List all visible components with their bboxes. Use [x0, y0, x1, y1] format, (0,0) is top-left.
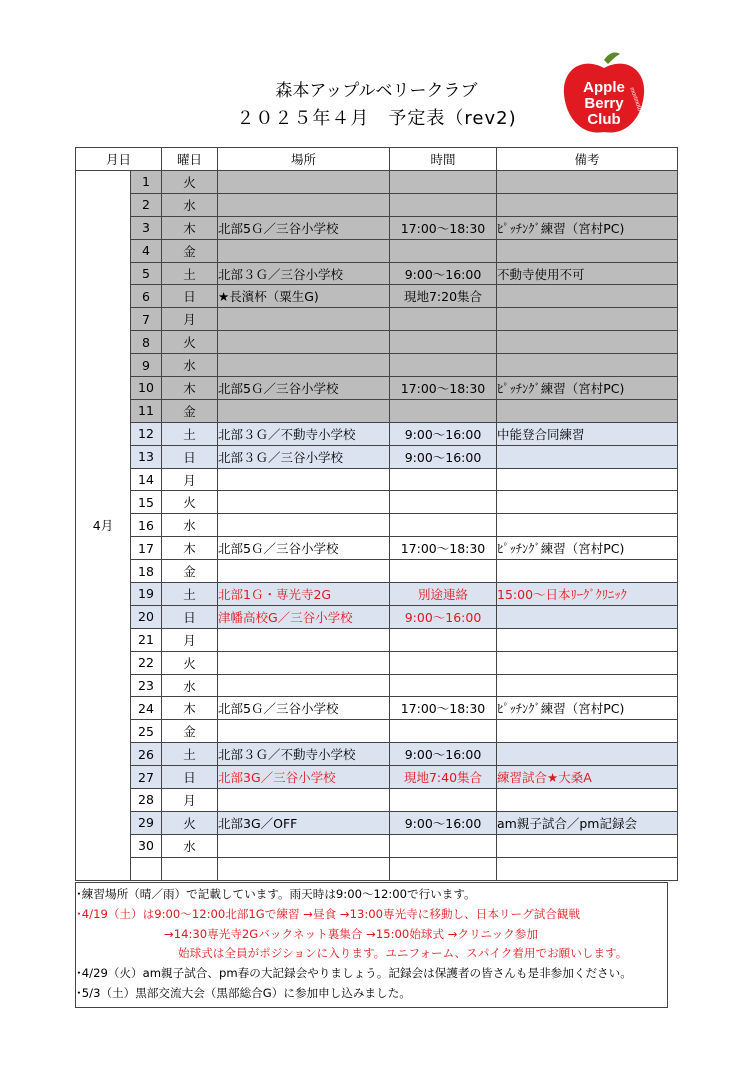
time-cell: 17:00～18:30: [390, 537, 497, 560]
day-cell: 22: [131, 651, 162, 674]
table-row: [76, 811, 678, 834]
note-cell: 中能登合同練習: [497, 422, 678, 445]
day-cell: 14: [131, 468, 162, 491]
note-line: 始球式は全員がポジションに入ります。ユニフォーム、スパイク着用でお願いします。: [178, 946, 628, 961]
place-cell: [218, 560, 390, 583]
weekday-cell: 土: [162, 583, 218, 606]
day-cell: 1: [131, 171, 162, 194]
time-cell: [390, 514, 497, 537]
time-cell: 現地7:20集合: [390, 285, 497, 308]
place-cell: [218, 514, 390, 537]
time-cell: 17:00～18:30: [390, 697, 497, 720]
weekday-cell: 月: [162, 628, 218, 651]
place-cell: 北部5Ｇ／三谷小学校: [218, 216, 390, 239]
time-cell: 17:00～18:30: [390, 377, 497, 400]
logo-text-morimoto: morimoto: [628, 86, 643, 113]
place-cell: 北部３Ｇ／不動寺小学校: [218, 422, 390, 445]
schedule-title: ２０２５年４月 予定表（rev2): [236, 108, 517, 129]
day-cell: 2: [131, 193, 162, 216]
weekday-cell: 月: [162, 308, 218, 331]
weekday-cell: 水: [162, 354, 218, 377]
table-row: [76, 720, 678, 743]
note-cell: [497, 857, 678, 880]
note-line: ･4/29（火）am親子試合、pm春の大記録会やりましょう。記録会は保護者の皆さんも是非参加ください。: [76, 966, 632, 981]
table-row: [76, 834, 678, 857]
table-row: [76, 789, 678, 812]
day-cell: 7: [131, 308, 162, 331]
weekday-cell: 火: [162, 171, 218, 194]
day-cell: 16: [131, 514, 162, 537]
table-row: [76, 491, 678, 514]
weekday-cell: [162, 857, 218, 880]
place-cell: 北部3G／三谷小学校: [218, 766, 390, 789]
note-cell: 練習試合★大桑A: [497, 766, 678, 789]
place-cell: [218, 239, 390, 262]
weekday-cell: 日: [162, 445, 218, 468]
schedule-table: [75, 147, 678, 881]
weekday-cell: 水: [162, 834, 218, 857]
time-cell: 9:00～16:00: [390, 811, 497, 834]
note-cell: [497, 560, 678, 583]
weekday-cell: 月: [162, 468, 218, 491]
place-cell: [218, 628, 390, 651]
table-row: [76, 605, 678, 628]
table-row: [76, 422, 678, 445]
place-cell: [218, 491, 390, 514]
place-cell: [218, 331, 390, 354]
day-cell: 18: [131, 560, 162, 583]
time-cell: [390, 628, 497, 651]
place-cell: [218, 354, 390, 377]
time-cell: [390, 354, 497, 377]
table-row: [76, 262, 678, 285]
day-cell: 24: [131, 697, 162, 720]
header-time: 時間: [390, 148, 497, 171]
place-cell: [218, 789, 390, 812]
time-cell: 9:00～16:00: [390, 743, 497, 766]
place-cell: 津幡高校G／三谷小学校: [218, 605, 390, 628]
day-cell: 13: [131, 445, 162, 468]
time-cell: [390, 834, 497, 857]
table-row: [76, 377, 678, 400]
header-weekday: 曜日: [162, 148, 218, 171]
logo-text-berry: Berry: [584, 95, 624, 112]
logo-text-club: Club: [587, 111, 621, 128]
weekday-cell: 水: [162, 193, 218, 216]
day-cell: 25: [131, 720, 162, 743]
table-row: [76, 331, 678, 354]
table-row: [76, 697, 678, 720]
table-row: [76, 651, 678, 674]
time-cell: 9:00～16:00: [390, 262, 497, 285]
day-cell: 12: [131, 422, 162, 445]
time-cell: [390, 651, 497, 674]
weekday-cell: 火: [162, 651, 218, 674]
note-cell: am親子試合／pm記録会: [497, 811, 678, 834]
day-cell: 11: [131, 399, 162, 422]
time-cell: [390, 491, 497, 514]
time-cell: [390, 468, 497, 491]
day-cell: 28: [131, 789, 162, 812]
note-line: ･4/19（土）は9:00～12:00北部1Gで練習 →昼食 →13:00専光寺に移動し、日本リーグ試合観戦: [76, 906, 581, 921]
club-name: 森本アップルベリークラブ: [275, 81, 478, 101]
table-row: [76, 399, 678, 422]
table-row: [76, 216, 678, 239]
weekday-cell: 金: [162, 399, 218, 422]
place-cell: [218, 468, 390, 491]
place-cell: 北部1Ｇ・専光寺2G: [218, 583, 390, 606]
day-cell: 27: [131, 766, 162, 789]
table-row: [76, 514, 678, 537]
note-cell: [497, 674, 678, 697]
day-cell: 21: [131, 628, 162, 651]
time-cell: [390, 239, 497, 262]
day-cell: 10: [131, 377, 162, 400]
place-cell: [218, 857, 390, 880]
time-cell: [390, 331, 497, 354]
table-row: [76, 674, 678, 697]
note-cell: [497, 651, 678, 674]
weekday-cell: 金: [162, 560, 218, 583]
day-cell: 30: [131, 834, 162, 857]
weekday-cell: 土: [162, 262, 218, 285]
place-cell: 北部5Ｇ／三谷小学校: [218, 697, 390, 720]
weekday-cell: 木: [162, 697, 218, 720]
table-row: [76, 171, 678, 194]
note-cell: [497, 171, 678, 194]
place-cell: 北部３Ｇ／三谷小学校: [218, 445, 390, 468]
place-cell: 北部5Ｇ／三谷小学校: [218, 537, 390, 560]
day-cell: 8: [131, 331, 162, 354]
time-cell: 9:00～16:00: [390, 422, 497, 445]
weekday-cell: 火: [162, 491, 218, 514]
note-cell: [497, 743, 678, 766]
weekday-cell: 水: [162, 674, 218, 697]
note-cell: [497, 331, 678, 354]
table-row: [76, 308, 678, 331]
day-cell: 3: [131, 216, 162, 239]
table-row: [76, 857, 678, 880]
place-cell: [218, 720, 390, 743]
weekday-cell: 木: [162, 377, 218, 400]
note-cell: [497, 628, 678, 651]
note-cell: ﾋﾟｯﾁﾝｸﾞ練習（宮村PC): [497, 216, 678, 239]
note-cell: [497, 239, 678, 262]
day-cell: 15: [131, 491, 162, 514]
place-cell: 北部3G／OFF: [218, 811, 390, 834]
time-cell: [390, 171, 497, 194]
header-month: 月日: [76, 148, 162, 171]
month-cell: 4月: [76, 171, 131, 881]
weekday-cell: 日: [162, 605, 218, 628]
note-cell: ﾋﾟｯﾁﾝｸﾞ練習（宮村PC): [497, 697, 678, 720]
apple-berry-club-logo: [562, 52, 646, 138]
place-cell: [218, 171, 390, 194]
weekday-cell: 土: [162, 422, 218, 445]
place-cell: ★長濱杯（粟生G): [218, 285, 390, 308]
table-row: [76, 445, 678, 468]
place-cell: 北部３Ｇ／三谷小学校: [218, 262, 390, 285]
time-cell: [390, 789, 497, 812]
place-cell: 北部３Ｇ／不動寺小学校: [218, 743, 390, 766]
day-cell: 17: [131, 537, 162, 560]
day-cell: 9: [131, 354, 162, 377]
header-note: 備考: [497, 148, 678, 171]
day-cell: 19: [131, 583, 162, 606]
note-cell: [497, 354, 678, 377]
note-cell: ﾋﾟｯﾁﾝｸﾞ練習（宮村PC): [497, 537, 678, 560]
weekday-cell: 日: [162, 766, 218, 789]
place-cell: [218, 674, 390, 697]
weekday-cell: 金: [162, 720, 218, 743]
day-cell: 6: [131, 285, 162, 308]
note-cell: [497, 605, 678, 628]
weekday-cell: 土: [162, 743, 218, 766]
weekday-cell: 火: [162, 331, 218, 354]
table-row: [76, 285, 678, 308]
place-cell: [218, 834, 390, 857]
table-row: [76, 354, 678, 377]
table-row: [76, 766, 678, 789]
day-cell: 23: [131, 674, 162, 697]
weekday-cell: 木: [162, 216, 218, 239]
place-cell: [218, 399, 390, 422]
note-cell: [497, 445, 678, 468]
time-cell: [390, 308, 497, 331]
table-row: [76, 628, 678, 651]
table-row: [76, 537, 678, 560]
note-cell: [497, 308, 678, 331]
place-cell: [218, 308, 390, 331]
day-cell: 4: [131, 239, 162, 262]
note-cell: [497, 514, 678, 537]
note-cell: [497, 285, 678, 308]
day-cell: [131, 857, 162, 880]
table-row: [76, 583, 678, 606]
table-row: [76, 560, 678, 583]
note-cell: [497, 399, 678, 422]
time-cell: [390, 674, 497, 697]
weekday-cell: 木: [162, 537, 218, 560]
table-row: [76, 193, 678, 216]
place-cell: 北部5Ｇ／三谷小学校: [218, 377, 390, 400]
note-cell: [497, 789, 678, 812]
time-cell: [390, 399, 497, 422]
note-line: →14:30専光寺2Gバックネット裏集合 →15:00始球式 →クリニック参加: [164, 926, 538, 941]
note-cell: ﾋﾟｯﾁﾝｸﾞ練習（宮村PC): [497, 377, 678, 400]
note-cell: [497, 834, 678, 857]
place-cell: [218, 651, 390, 674]
note-cell: [497, 468, 678, 491]
note-line: ･5/3（土）黒部交流大会（黒部総合G）に参加申し込みました。: [76, 985, 411, 1000]
weekday-cell: 日: [162, 285, 218, 308]
notes-box: [75, 882, 668, 1008]
table-row: [76, 239, 678, 262]
weekday-cell: 水: [162, 514, 218, 537]
schedule-body: [76, 171, 678, 881]
note-line: ･練習場所（晴／雨）で記載しています。雨天時は9:00～12:00で行います。: [76, 887, 476, 901]
day-cell: 26: [131, 743, 162, 766]
time-cell: 現地7:40集合: [390, 766, 497, 789]
day-cell: 5: [131, 262, 162, 285]
header-place: 場所: [218, 148, 390, 171]
time-cell: 9:00～16:00: [390, 605, 497, 628]
time-cell: 別途連絡: [390, 583, 497, 606]
table-header-row: [76, 148, 678, 171]
note-cell: 不動寺使用不可: [497, 262, 678, 285]
weekday-cell: 金: [162, 239, 218, 262]
note-cell: [497, 720, 678, 743]
place-cell: [218, 193, 390, 216]
weekday-cell: 火: [162, 811, 218, 834]
weekday-cell: 月: [162, 789, 218, 812]
time-cell: [390, 193, 497, 216]
note-cell: [497, 491, 678, 514]
note-cell: [497, 193, 678, 216]
table-row: [76, 743, 678, 766]
time-cell: [390, 857, 497, 880]
time-cell: 17:00～18:30: [390, 216, 497, 239]
time-cell: [390, 720, 497, 743]
note-cell: 15:00～日本ﾘｰｸﾞｸﾘﾆｯｸ: [497, 583, 678, 606]
table-row: [76, 468, 678, 491]
day-cell: 20: [131, 605, 162, 628]
time-cell: 9:00～16:00: [390, 445, 497, 468]
logo-text-apple: Apple: [583, 79, 625, 96]
day-cell: 29: [131, 811, 162, 834]
time-cell: [390, 560, 497, 583]
